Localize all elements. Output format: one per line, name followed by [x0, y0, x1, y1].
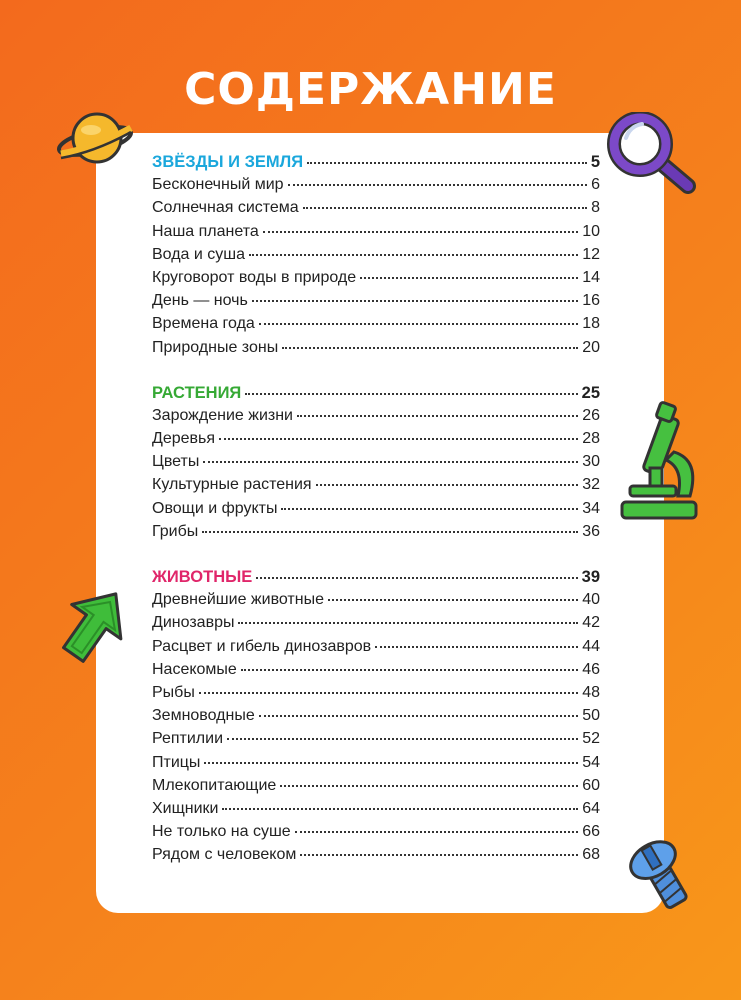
dot-leader [259, 715, 578, 717]
page-number: 34 [582, 499, 600, 517]
page-number: 28 [582, 430, 600, 448]
item-label: Динозавры [152, 614, 235, 632]
toc-item[interactable] [152, 176, 600, 199]
page-number: 68 [582, 846, 600, 864]
toc-item[interactable] [152, 800, 600, 823]
page-number: 42 [582, 614, 600, 632]
item-label: Деревья [152, 430, 216, 448]
page-number: 60 [582, 776, 600, 794]
page-number: 54 [582, 753, 600, 771]
dot-leader [249, 254, 578, 256]
section-label: ЖИВОТНЫЕ [152, 568, 253, 586]
dot-leader [238, 622, 578, 624]
toc-item[interactable] [152, 199, 600, 222]
dot-leader [328, 599, 578, 601]
item-label: Млекопитающие [152, 776, 277, 794]
toc-item[interactable] [152, 684, 600, 707]
toc-item[interactable] [152, 453, 600, 476]
dot-leader [202, 531, 578, 533]
page-number: 46 [582, 660, 600, 678]
item-label: Культурные растения [152, 476, 312, 494]
item-label: Вода и суша [152, 245, 246, 263]
dot-leader [360, 277, 578, 279]
page-number: 25 [581, 383, 600, 402]
item-label: Цветы [152, 453, 200, 471]
dot-leader [219, 438, 578, 440]
item-label: Времена года [152, 315, 255, 333]
page-number: 66 [582, 823, 600, 841]
toc-item[interactable] [152, 823, 600, 846]
item-label: Рядом с человеком [152, 846, 297, 864]
dot-leader [199, 692, 578, 694]
item-label: Птицы [152, 753, 201, 771]
item-label: Не только на суше [152, 823, 291, 841]
dot-leader [203, 461, 578, 463]
toc-item[interactable] [152, 269, 600, 292]
dot-leader [316, 484, 579, 486]
item-label: День — ночь [152, 292, 248, 310]
toc-item[interactable] [152, 339, 600, 362]
page-number: 50 [582, 707, 600, 725]
item-label: Грибы [152, 522, 199, 540]
toc-item[interactable] [152, 846, 600, 869]
page-title: СОДЕРЖАНИЕ [184, 64, 557, 115]
item-label: Хищники [152, 799, 219, 817]
page-number: 6 [591, 176, 600, 194]
microscope-icon [618, 400, 704, 524]
dot-leader [222, 808, 578, 810]
page-number: 64 [582, 799, 600, 817]
toc-item[interactable] [152, 523, 600, 546]
dot-leader [281, 508, 578, 510]
item-label: Зарождение жизни [152, 406, 293, 424]
page-number: 12 [582, 245, 600, 263]
page-number: 18 [582, 315, 600, 333]
section-label: РАСТЕНИЯ [152, 383, 242, 402]
arrow-up-icon [58, 583, 130, 667]
dot-leader [241, 669, 578, 671]
page-number: 48 [582, 683, 600, 701]
section-heading-plants[interactable] [152, 384, 600, 407]
item-label: Насекомые [152, 660, 237, 678]
item-label: Бесконечный мир [152, 176, 284, 194]
page-number: 8 [591, 199, 600, 217]
item-label: Природные зоны [152, 338, 279, 356]
page-number: 44 [582, 637, 600, 655]
dot-leader [280, 785, 578, 787]
item-label: Древнейшие животные [152, 591, 324, 609]
magnifier-icon [604, 112, 700, 198]
table-of-contents [152, 153, 600, 869]
page-number: 32 [582, 476, 600, 494]
toc-item[interactable] [152, 315, 600, 338]
toc-item[interactable] [152, 407, 600, 430]
item-label: Рыбы [152, 683, 195, 701]
dot-leader [282, 347, 578, 349]
dot-leader [288, 184, 588, 186]
page-number: 52 [582, 730, 600, 748]
toc-item[interactable] [152, 661, 600, 684]
item-label: Солнечная система [152, 199, 299, 217]
page-number: 14 [582, 268, 600, 286]
dot-leader [204, 762, 578, 764]
toc-item[interactable] [152, 730, 600, 753]
toc-item[interactable] [152, 476, 600, 499]
toc-item[interactable] [152, 223, 600, 246]
item-label: Круговорот воды в природе [152, 268, 357, 286]
dot-leader [256, 577, 577, 579]
page-number: 30 [582, 453, 600, 471]
page-number: 5 [590, 153, 600, 171]
section-heading-animals[interactable] [152, 568, 600, 591]
page-number: 40 [582, 591, 600, 609]
page-number: 16 [582, 292, 600, 310]
page-number: 39 [581, 568, 600, 586]
toc-item[interactable] [152, 591, 600, 614]
dot-leader [295, 831, 579, 833]
dot-leader [307, 162, 587, 164]
dot-leader [300, 854, 578, 856]
toc-item[interactable] [152, 638, 600, 661]
dot-leader [297, 415, 578, 417]
item-label: Расцвет и гибель динозавров [152, 637, 372, 655]
dot-leader [263, 231, 578, 233]
section-heading-stars[interactable] [152, 153, 600, 176]
planet-icon [55, 108, 135, 170]
toc-item[interactable] [152, 430, 600, 453]
dot-leader [227, 738, 578, 740]
toc-item[interactable] [152, 500, 600, 523]
item-label: Наша планета [152, 222, 259, 240]
dot-leader [375, 646, 578, 648]
toc-item[interactable] [152, 246, 600, 269]
page-number: 26 [582, 406, 600, 424]
dot-leader [245, 393, 577, 395]
page-number: 10 [582, 222, 600, 240]
item-label: Земноводные [152, 707, 255, 725]
dot-leader [303, 207, 587, 209]
page-number: 20 [582, 338, 600, 356]
toc-item[interactable] [152, 777, 600, 800]
toc-item[interactable] [152, 292, 600, 315]
screw-icon [626, 834, 696, 914]
item-label: Овощи и фрукты [152, 499, 278, 517]
item-label: Рептилии [152, 730, 224, 748]
dot-leader [259, 323, 578, 325]
section-label: ЗВЁЗДЫ И ЗЕМЛЯ [152, 153, 304, 171]
toc-item[interactable] [152, 754, 600, 777]
toc-item[interactable] [152, 707, 600, 730]
dot-leader [252, 300, 578, 302]
toc-item[interactable] [152, 614, 600, 637]
page-number: 36 [582, 522, 600, 540]
